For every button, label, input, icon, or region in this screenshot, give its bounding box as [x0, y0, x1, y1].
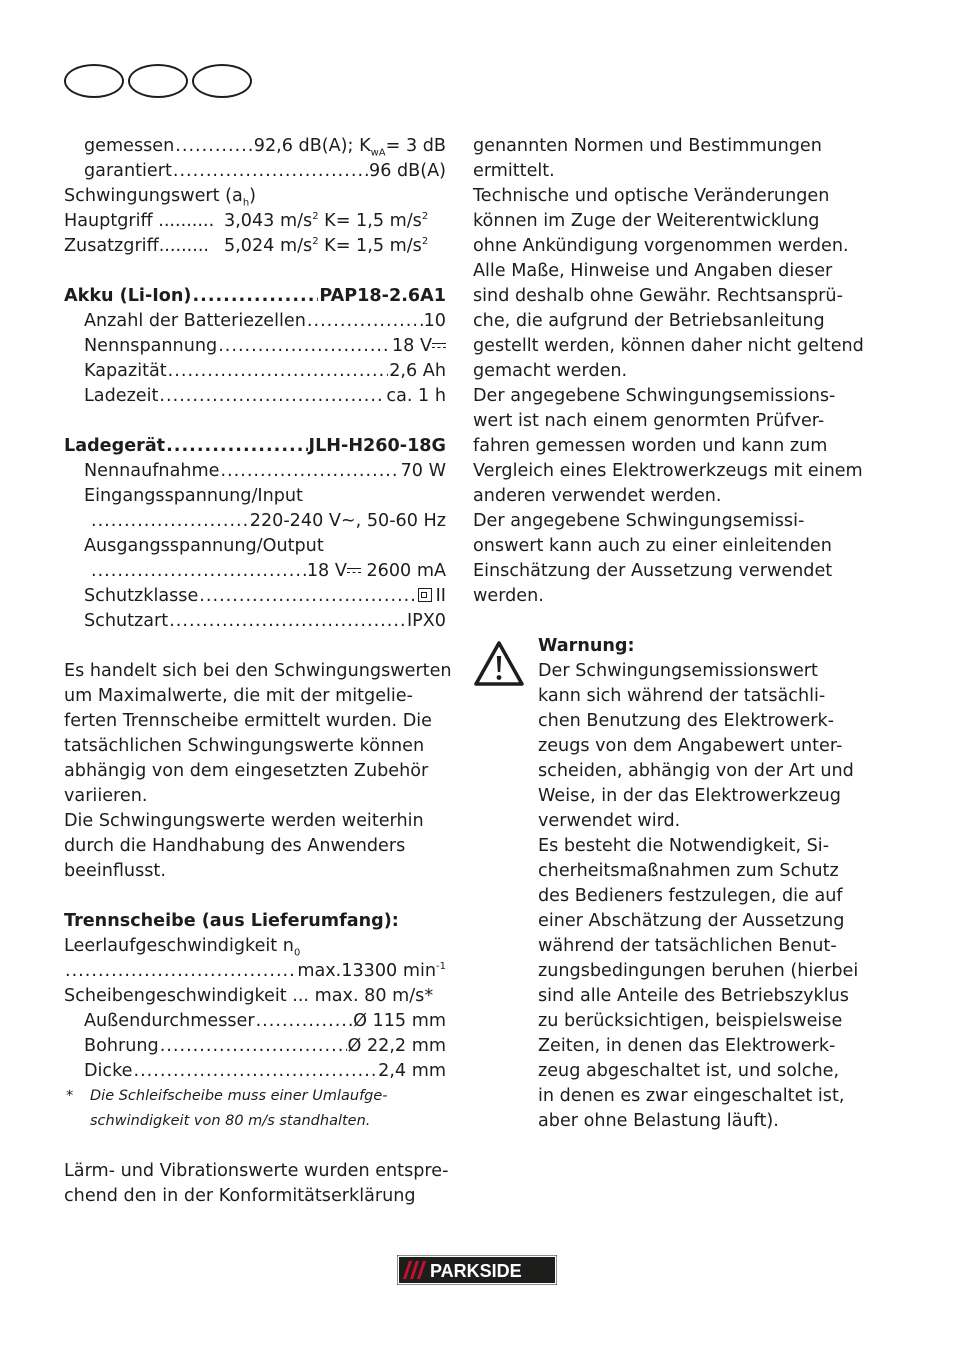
language-oval [192, 64, 252, 98]
warning-title: Warnung: [538, 636, 635, 656]
warning-triangle-icon [473, 640, 525, 688]
charger-output-row: ..... 18 V 2600 mA [64, 559, 446, 584]
noise-paragraph: Lärm- und Vibrationswerte wurden entspre- chend den in der Konformitätserklärung [64, 1161, 449, 1206]
charger-class-row: Schutzklasse ..... II [64, 584, 446, 609]
battery-cells-row: Anzahl der Batteriezellen ..... 10 [64, 309, 446, 334]
right-column [473, 134, 873, 609]
protection-class-ii-icon [418, 588, 432, 602]
vibration-heading: Schwingungswert $(a_h)$ [64, 186, 257, 209]
charger-ip-row: Schutzart ..... IPX0 [64, 609, 446, 634]
noise-measured-row: gemessen ..... 92,6 dB(A); $K_{wA}= 3$ dB [64, 134, 446, 159]
language-oval [128, 64, 188, 98]
noise-guaranteed-row: garantiert ..... 96 dB(A) [64, 159, 446, 184]
language-oval [64, 64, 124, 98]
disc-title: Trennscheibe (aus Lieferumfang): [64, 911, 399, 931]
disc-bore-row: Bohrung ..... Ø 22,2 mm [64, 1034, 446, 1059]
battery-voltage-row: Nennspannung ..... 18 V [64, 334, 446, 359]
left-column [64, 134, 452, 1209]
parkside-logo [397, 1255, 557, 1285]
logo-text: PARKSIDE [430, 1261, 522, 1281]
charger-power-row: Nennaufnahme ..... 70 W [64, 459, 446, 484]
disc-speed-row: Scheibengeschwindigkeit ... max. 80 m/s* [64, 986, 434, 1006]
battery-capacity-row: Kapazität ..... 2,6 Ah [64, 359, 446, 384]
battery-charge-time-row: Ladezeit ..... ca. 1 h [64, 384, 446, 409]
warning-block: Warnung: Der Schwingungsemissionswert kann sich während der tatsächli- chen Benutzung des Elektrowerk- zeugs von dem Angabewert unter- scheiden, abhängig von der Art und Weise, in der das Elektrowerkzeug verwendet wird. Es besteht die Notwendigkeit, Si- cherheitsmaßnahmen zum Schutz des Bedieners festzulegen, die auf einer Abschätzung der Aussetzung während der tatsächlichen Benut- zungsbedingungen beruhen (hierbei sind alle Anteile des Betriebszyklus zu berücksichtigen, beispielsweise Zeiten, in denen das Elektrowerk- zeug abgeschaltet ist, und solche, in denen es zwar eingeschaltet ist, aber ohne Belastung läuft). [538, 634, 868, 1134]
charger-input-label: Eingangsspannung/Input [84, 486, 303, 506]
dc-symbol-icon [432, 342, 446, 350]
footnote: * Die Schleifscheibe muss einer Umlaufge- schwindigkeit von 80 m/s standhalten. [66, 1088, 388, 1129]
charger-input-row: ..... 220-240 V~, 50-60 Hz [64, 509, 446, 534]
dc-symbol-icon [347, 567, 361, 575]
battery-title-row: Akku (Li-Ion) ..... PAP18-2.6A1 [64, 284, 446, 309]
disc-diameter-row: Außendurchmesser ..... Ø 115 mm [64, 1009, 446, 1034]
disc-idle-label: Leerlaufgeschwindigkeit $n_0$ [64, 936, 301, 959]
vibration-main-handle-row: Hauptgriff .......... 3,043 $m/s^2$ K= 1,5 $m/s^2$ [64, 211, 429, 231]
vibration-aux-handle-row: Zusatzgriff......... 5,024 $m/s^2$ K= 1,5 $m/s^2$ [64, 236, 429, 256]
vibration-paragraph: Es handelt sich bei den Schwingungswerten um Maximalwerte, die mit der mitgelie- ferten Trennscheibe ermittelt wurden. Die tatsächlichen Schwingungswerte können abhängig von dem eingesetzten Zubehör variieren. Die Schwingungswerte werden weiterhin durch die Handhabung des Anwenders beeinflusst. [64, 661, 452, 881]
right-paragraph: genannten Normen und Bestimmungen ermittelt. Technische und optische Veränderungen können im Zuge der Weiterentwicklung ohne Ankündigung vorgenommen werden. Alle Maße, Hinweise und Angaben dieser sind deshalb ohne Gewähr. Rechtsansprü- che, die aufgrund der Betriebsanleitung gestellt werden, können daher nicht geltend gemacht werden. Der angegebene Schwingungsemissions- wert ist nach einem genormten Prüfver- fahren gemessen worden und kann zum Vergleich eines Elektrowerkzeugs mit einem anderen verwendet werden. Der angegebene Schwingungsemissi- onswert kann auch zu einer einleitenden Einschätzung der Aussetzung verwendet werden. [473, 136, 864, 606]
disc-thickness-row: Dicke ..... 2,4 mm [64, 1059, 446, 1084]
charger-title-row: Ladegerät ..... JLH-H260-18G [64, 434, 446, 459]
disc-idle-row: ..... max.13300 $\min^{-1}$ [64, 959, 446, 984]
language-ovals [64, 64, 254, 100]
charger-output-label: Ausgangsspannung/Output [84, 536, 324, 556]
